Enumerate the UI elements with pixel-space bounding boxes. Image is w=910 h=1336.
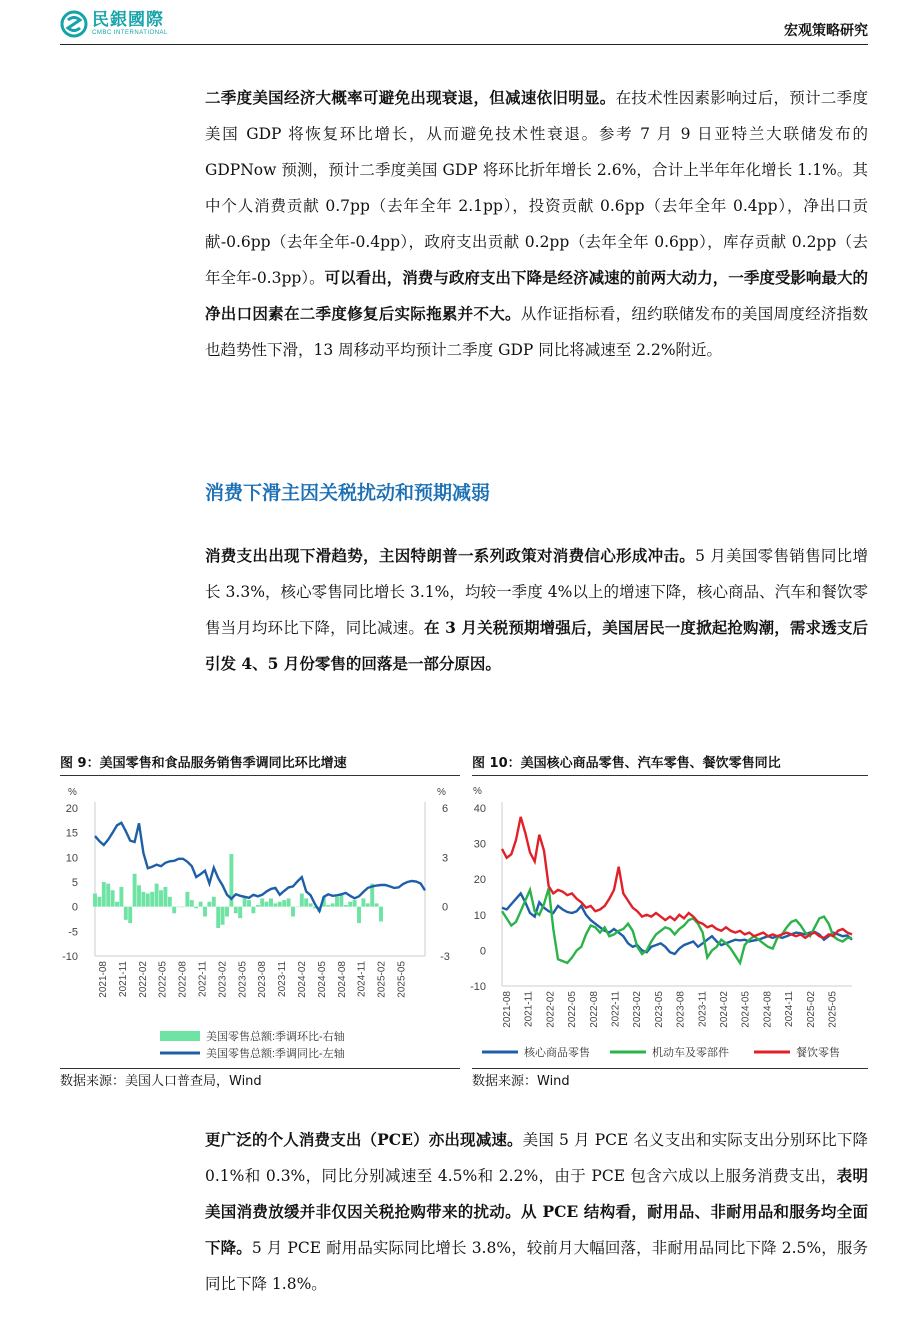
mom-bar: [375, 903, 379, 906]
x-tick-label: 2022-05: [567, 991, 579, 1028]
paragraph-pce-text-1: 美国 5 月 PCE 名义支出和实际支出分别环比下降 0.1%和 0.3%，同比分别减速至 4.5%和 2.2%，由于 PCE 包含六成以上服务消费支出，: [205, 1131, 868, 1185]
logo-name: 民銀國際: [92, 10, 164, 30]
paragraph-gdp-text-2: 从作证指标看，纽约联储发布的美国周度经济指数也趋势性下滑，13 周移动平均预计二季度 GDP 同比将减速至 2.2%附近。: [205, 305, 868, 359]
figure-10-source: 数据来源：Wind: [472, 1074, 570, 1089]
legend-label-1: 机动车及零部件: [652, 1047, 729, 1059]
mom-bar: [216, 907, 220, 928]
x-tick-label: 2022-05: [157, 961, 169, 998]
left-y-tick: 5: [71, 877, 78, 889]
right-axis-unit: %: [437, 787, 446, 798]
left-y-tick: 20: [65, 803, 78, 815]
paragraph-gdp: [205, 80, 868, 368]
figure-10-top-rule: [472, 775, 868, 776]
mom-bar: [273, 903, 277, 906]
figure-10-chart: [472, 778, 868, 1066]
mom-bar: [269, 898, 273, 906]
mom-bar: [287, 898, 291, 906]
mom-bar: [93, 894, 97, 907]
x-tick-label: 2021-08: [502, 991, 513, 1028]
mom-bar: [304, 898, 308, 906]
x-tick-label: 2024-08: [762, 991, 774, 1028]
paragraph-consumption-bold-2: 在 3 月关税预期增强后，美国居民一度掀起抢购潮，需求透支后引发 4、5 月份零售的回落是一部分原因。: [205, 618, 868, 673]
x-tick-label: 2023-11: [697, 991, 709, 1027]
figure-9-bottom-rule: [60, 1068, 460, 1069]
paragraph-pce-bold-2: 表明美国消费放缓并非仅因关税抢购带来的扰动。从 PCE 结构看，耐用品、非耐用品和服务均全面下降。: [205, 1166, 868, 1257]
paragraph-pce-bold-1: 更广泛的个人消费支出（PCE）亦出现减速。: [205, 1130, 523, 1149]
page-header: [60, 8, 868, 45]
mom-bar: [260, 898, 264, 906]
mom-bar: [106, 884, 110, 907]
y-tick: 0: [479, 945, 486, 958]
mom-bar: [115, 902, 119, 907]
x-tick-label: 2022-11: [197, 961, 209, 997]
mom-bar: [225, 907, 229, 917]
mom-bar: [133, 874, 137, 907]
x-tick-label: 2023-08: [257, 961, 269, 998]
y-axis-unit: %: [473, 786, 482, 797]
figure-9-top-rule: [60, 775, 460, 776]
logo-english: CMBC INTERNATIONAL: [92, 30, 168, 36]
mom-bar: [97, 897, 101, 907]
x-tick-label: 2025-05: [827, 991, 839, 1028]
paragraph-gdp-bold-2: 可以看出，消费与政府支出下降是经济减速的前两大动力，一季度受影响最大的净出口因素在二季度修复后实际拖累并不大。: [205, 268, 868, 323]
paragraph-pce: [205, 1122, 868, 1302]
x-tick-label: 2025-02: [805, 991, 817, 1028]
mom-bar: [168, 897, 172, 907]
mom-bar: [119, 887, 123, 907]
x-tick-label: 2023-11: [277, 961, 289, 997]
mom-bar: [124, 907, 128, 920]
x-tick-label: 2024-11: [356, 961, 368, 997]
x-tick-label: 2025-05: [396, 961, 408, 998]
y-tick: 20: [473, 874, 486, 887]
legend-mom-swatch: [160, 1031, 200, 1041]
x-tick-label: 2025-02: [376, 961, 388, 998]
mom-bar: [256, 905, 260, 907]
mom-bar: [163, 887, 167, 907]
x-tick-label: 2023-08: [675, 991, 687, 1028]
x-tick-label: 2023-02: [632, 991, 644, 1028]
left-axis-unit: %: [68, 787, 77, 798]
x-tick-label: 2022-11: [610, 991, 622, 1027]
figure-9-title: 图 9：美国零售和食品服务销售季调同比环比增速: [60, 756, 347, 771]
x-tick-label: 2024-02: [297, 961, 308, 998]
mom-bar: [335, 897, 339, 907]
paragraph-consumption-text-1: 5 月美国零售销售同比增长 3.3%，核心零售同比增长 3.1%，均较一季度 4%以上的增速下降，核心商品、汽车和餐饮零售当月均环比下降，同比减速。: [205, 547, 868, 637]
mom-bar: [207, 902, 211, 907]
y-tick: 30: [473, 838, 486, 851]
paragraph-gdp-text-1: 在技术性因素影响过后，预计二季度美国 GDP 将恢复环比增长，从而避免技术性衰退。参考 7 月 9 日亚特兰大联储发布的 GDPNow 预测，预计二季度美国 GDP 将环比折年增长 2.6%，合计上半年年化增长 1.1%。其中个人消费贡献 0.7pp（去年全年 2.1pp），投资贡献 0.6pp（去年全年 0.4pp），净出口贡献-0.6pp（去年全年-0.4pp），政府支出贡献 0.2pp（去年全年 0.6pp），库存贡献 0.2pp（去年全年-0.3pp）。: [205, 89, 868, 287]
mom-bar: [177, 907, 181, 908]
mom-bar: [361, 898, 365, 906]
y-tick: -10: [470, 981, 486, 993]
x-tick-label: 2024-11: [784, 991, 796, 1027]
mom-bar: [159, 890, 163, 906]
right-y-tick: 3: [441, 852, 449, 865]
mom-bar: [278, 902, 282, 907]
mom-bar: [238, 907, 242, 919]
mom-bar: [379, 907, 383, 922]
mom-bar: [185, 892, 189, 907]
figure-9-source: 数据来源：美国人口普查局，Wind: [60, 1074, 262, 1089]
logo-icon: [60, 10, 88, 38]
mom-bar: [282, 900, 286, 907]
x-tick-label: 2022-02: [137, 961, 149, 998]
logo: [60, 10, 168, 38]
mom-bar: [150, 892, 154, 907]
mom-bar: [190, 900, 194, 907]
mom-bar: [137, 885, 141, 906]
mom-bar: [111, 890, 115, 906]
figure-9-chart: [60, 778, 460, 1066]
y-tick: 10: [473, 909, 486, 922]
mom-bar: [357, 907, 361, 923]
mom-bar: [221, 907, 225, 925]
mom-bar: [203, 907, 207, 917]
mom-bar: [141, 892, 145, 907]
x-tick-label: 2023-02: [217, 961, 229, 998]
y-tick: 40: [473, 803, 486, 815]
paragraph-pce-text-2: 5 月 PCE 耐用品实际同比增长 3.8%，较前月大幅回落，非耐用品同比下降 2.5%，服务同比下降 1.8%。: [205, 1239, 868, 1293]
mom-bar: [102, 882, 106, 907]
mom-bar: [353, 900, 357, 907]
mom-bar: [128, 907, 132, 923]
paragraph-consumption: [205, 538, 868, 682]
x-tick-label: 2024-05: [316, 961, 328, 998]
x-tick-label: 2024-05: [740, 991, 752, 1028]
mom-bar: [344, 905, 348, 907]
mom-bar: [366, 903, 370, 906]
figure-10-bottom-rule: [472, 1068, 868, 1069]
series-line-2: [502, 817, 852, 938]
legend-label-2: 餐饮零售: [796, 1047, 840, 1059]
mom-bar: [300, 894, 304, 907]
x-tick-label: 2021-08: [98, 961, 109, 998]
x-tick-label: 2022-02: [545, 991, 557, 1028]
mom-bar: [194, 907, 198, 909]
report-category: 宏观策略研究: [784, 23, 868, 39]
mom-bar: [348, 902, 352, 907]
left-y-tick: -10: [62, 951, 78, 963]
mom-bar: [234, 907, 238, 914]
right-y-tick: 6: [441, 803, 449, 815]
mom-bar: [212, 897, 216, 907]
x-tick-label: 2021-11: [117, 961, 129, 997]
mom-bar: [172, 907, 176, 914]
mom-bar: [295, 907, 299, 908]
x-tick-label: 2024-02: [719, 991, 730, 1028]
mom-bar: [251, 907, 255, 914]
x-tick-label: 2022-08: [177, 961, 189, 998]
legend-yoy-label: 美国零售总额:季调同比-左轴: [206, 1048, 345, 1060]
left-y-tick: 0: [71, 901, 78, 914]
left-y-tick: -5: [68, 926, 78, 939]
right-y-tick: 0: [441, 901, 449, 914]
mom-bar: [247, 900, 251, 907]
mom-bar: [155, 884, 159, 907]
mom-bar: [146, 894, 150, 907]
mom-bar: [326, 905, 330, 907]
figure-10-title: 图 10：美国核心商品零售、汽车零售、餐饮零售同比: [472, 756, 781, 771]
x-tick-label: 2024-08: [336, 961, 348, 998]
mom-bar: [265, 902, 269, 907]
left-y-tick: 15: [65, 827, 78, 840]
legend-mom-label: 美国零售总额:季调环比-右轴: [206, 1031, 345, 1043]
x-tick-label: 2022-08: [588, 991, 600, 1028]
x-tick-label: 2023-05: [237, 961, 249, 998]
left-y-tick: 10: [65, 852, 78, 865]
mom-bar: [199, 902, 203, 907]
legend-label-0: 核心商品零售: [524, 1047, 590, 1059]
mom-bar: [181, 907, 185, 908]
mom-bar: [291, 907, 295, 917]
paragraph-gdp-bold-1: 二季度美国经济大概率可避免出现衰退，但减速依旧明显。: [205, 88, 616, 107]
paragraph-consumption-bold-1: 消费支出出现下滑趋势，主因特朗普一系列政策对消费信心形成冲击。: [205, 546, 696, 565]
right-y-tick: -3: [440, 951, 450, 963]
section-title: 消费下滑主因关税扰动和预期减弱: [205, 482, 491, 504]
x-tick-label: 2023-05: [653, 991, 665, 1028]
x-tick-label: 2021-11: [523, 991, 535, 1027]
mom-bar: [309, 903, 313, 906]
mom-bar: [331, 903, 335, 906]
